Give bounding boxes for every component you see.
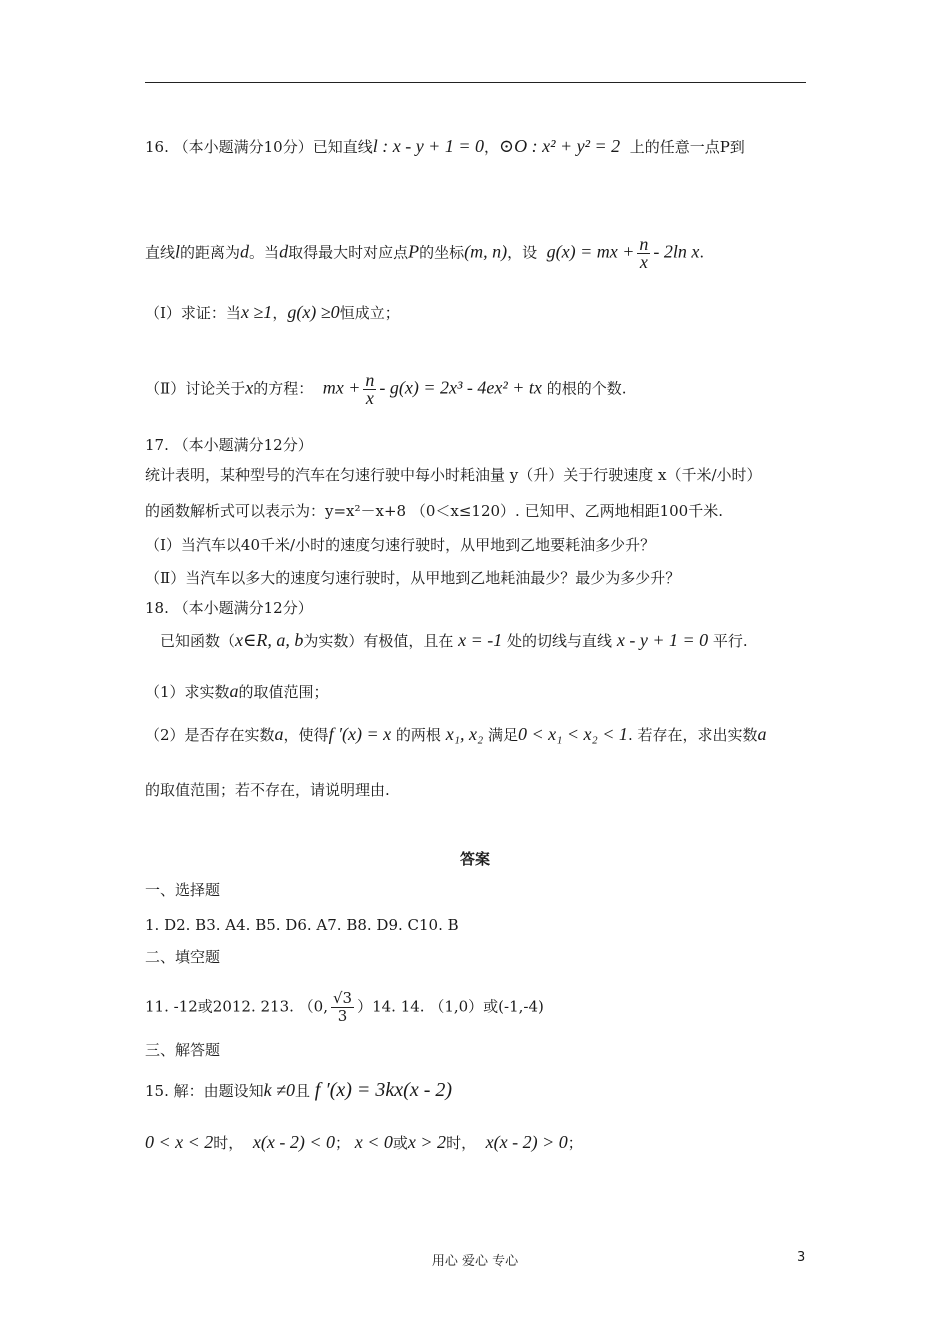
q18-part2-cont: 的取值范围；若不存在，请说明理由. <box>145 781 390 799</box>
solution-15-line1: 15. 解：由题设知k ≠0且 f ′(x) = 3kx(x - 2) <box>145 1079 453 1101</box>
q18-title: 18. （本小题满分12分） <box>145 599 313 617</box>
q17-title: 17. （本小题满分12分） <box>145 436 313 454</box>
eq-fraction: $\frac{n}{x}$ <box>365 370 375 408</box>
header-rule <box>145 82 806 83</box>
solution-15-line2: 0 < x < 2时， x(x - 2) < 0； x < 0或x > 2时， x(x - 2) > 0； <box>145 1132 583 1152</box>
q16-line1: 16. （本小题满分10分）已知直线l : x - y + 1 = 0，⊙O : x² + y² = 2 上的任意一点P到 <box>145 136 745 156</box>
q17-part2: （Ⅱ）当汽车以多大的速度匀速行驶时，从甲地到乙地耗油最少？最少为多少升？ <box>145 569 681 587</box>
q17-line1: 统计表明，某种型号的汽车在匀速行驶中每小时耗油量 y（升）关于行驶速度 x（千米/小时） <box>145 466 762 484</box>
q18-line1: 已知函数（x∈R, a, b为实数）有极值，且在 x = -1 处的切线与直线 x - y + 1 = 0 平行. <box>160 630 748 650</box>
q18-part2: （2）是否存在实数a，使得f ′(x) = x 的两根 x₁, x₂ 满足0 < x₁ < x₂ < 1. 若存在，求出实数a <box>145 724 767 744</box>
section-solve: 三、解答题 <box>145 1041 221 1059</box>
q18-part1: （1）求实数a的取值范围； <box>145 681 329 701</box>
answers-heading: 答案 <box>459 850 490 868</box>
page-footer: 用心 爱心 专心 <box>431 1254 519 1269</box>
q16-part2: （Ⅱ）讨论关于x的方程： mx + $\frac{n}{x}$ - g(x) = 2x³ - 4ex² + tx 的根的个数. <box>145 370 627 408</box>
page-number: 3 <box>797 1250 806 1265</box>
section-choice: 一、选择题 <box>145 881 221 899</box>
q17-part1: （Ⅰ）当汽车以40千米/小时的速度匀速行驶时，从甲地到乙地要耗油多少升？ <box>145 536 656 554</box>
g-fraction: $\frac{n}{x}$ <box>639 234 649 272</box>
choice-answers: 1. D2. B3. A4. B5. D6. A7. B8. D9. C10. B <box>145 916 459 934</box>
q17-line2: 的函数解析式可以表示为：y=x²－x+8 （0＜x≤120）. 已知甲、乙两地相距100千米. <box>145 502 723 520</box>
q16-part1: （Ⅰ）求证：当x ≥1，g(x) ≥0恒成立； <box>145 302 400 322</box>
q16-line2: 直线l的距离为d。当d取得最大时对应点P的坐标(m, n)，设 g(x) = mx + $\frac{n}{x}$ - 2ln x. <box>145 234 705 272</box>
fill-answers: 11. -12或2012. 213. （0, $\frac{√3}{3}$ ）14. 14. （1,0）或(-1,-4) <box>145 989 544 1025</box>
section-fill: 二、填空题 <box>145 948 221 966</box>
sqrt3-over-3-fraction: $\frac{√3}{3}$ <box>332 989 353 1025</box>
